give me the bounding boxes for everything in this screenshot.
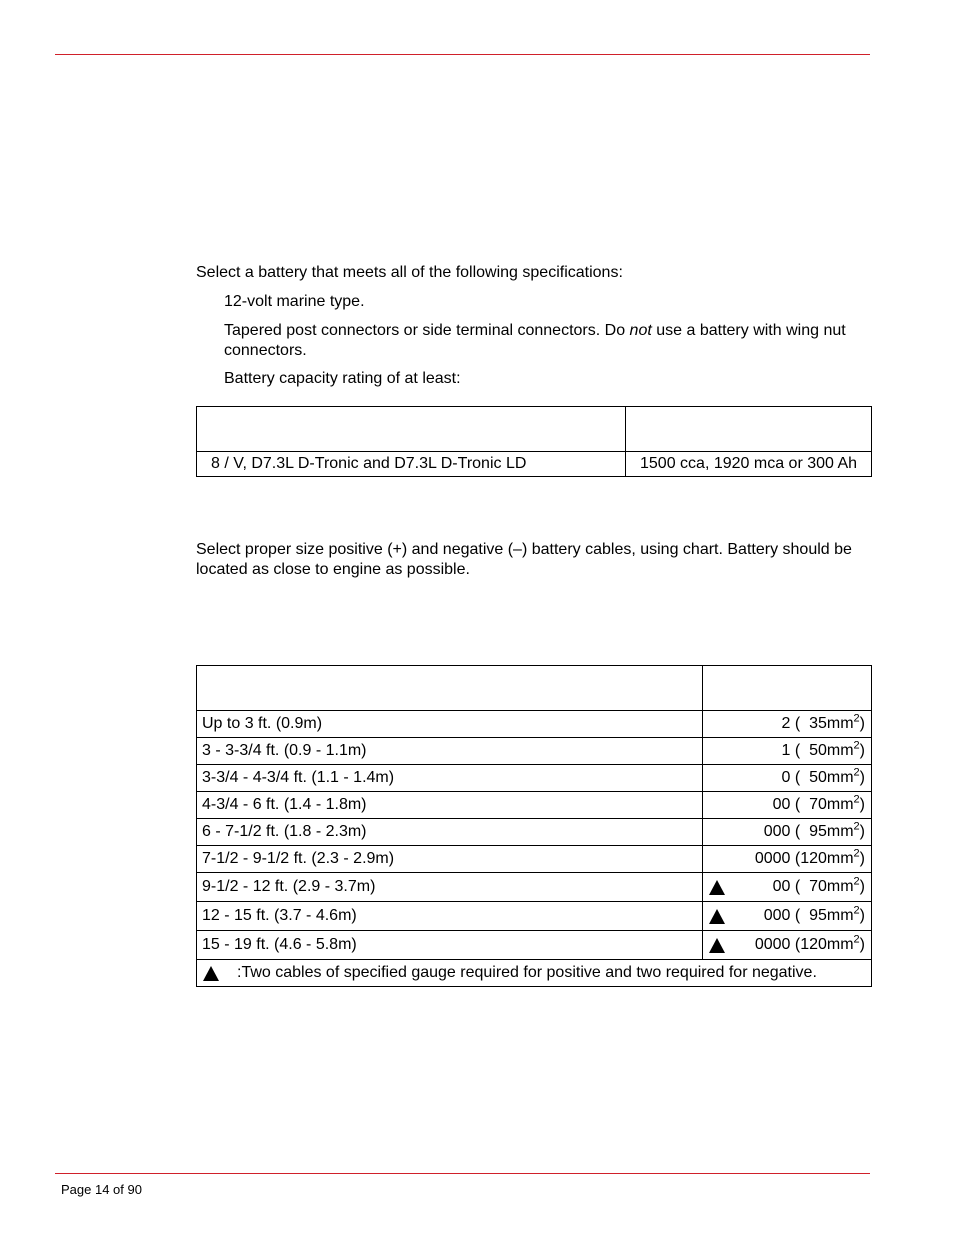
length-cell: 4-3/4 - 6 ft. (1.4 - 1.8m) [197,792,703,819]
triangle-icon [709,909,725,924]
note-text: :Two cables of specified gauge required for positive and two required for negative. [237,964,817,981]
battery-intro: Select a battery that meets all of the following specifications: [196,264,623,281]
squared-superscript: 2 [853,739,860,752]
squared-superscript: 2 [853,847,860,860]
length-cell: Up to 3 ft. (0.9m) [197,711,703,738]
length-cell: 15 - 19 ft. (4.6 - 5.8m) [197,931,703,960]
gauge-cell [703,738,872,765]
triangle-icon [203,966,219,981]
table-row [197,765,872,792]
gauge-close: ) [859,936,865,953]
spec-connectors-emphasis: not [629,322,652,339]
spec-connectors-text: Tapered post connectors or side terminal connectors. Do [224,322,630,339]
header-cell [626,407,872,452]
rating-cell: 1500 cca, 1920 mca or 300 Ah [626,452,872,477]
gauge-cell [703,873,872,902]
table-row [197,711,872,738]
note-cell [197,960,872,987]
spec-capacity: Battery capacity rating of at least: [224,370,461,387]
table-row [197,452,872,477]
cables-instructions: Select proper size positive (+) and negative (–) battery cables, using chart. Battery should be located as close to engine as possible. [196,541,852,578]
gauge-value: 00 ( 70mm [772,878,854,895]
gauge-cell [703,819,872,846]
gauge-close: ) [859,715,865,732]
spec-connectors-text-end: use a battery with wing nut connectors. [224,322,846,359]
gauge-value: 0000 (120mm [754,936,854,953]
squared-superscript: 2 [853,904,860,917]
length-cell: 12 - 15 ft. (3.7 - 4.6m) [197,902,703,931]
cable-size-table [196,665,872,987]
header-cell [703,666,872,711]
triangle-icon [709,880,725,895]
table-header-row [197,666,872,711]
page-number: Page 14 of 90 [61,1182,142,1197]
header-cell [197,666,703,711]
gauge-close: ) [859,878,865,895]
gauge-cell [703,792,872,819]
squared-superscript: 2 [853,933,860,946]
gauge-cell [703,931,872,960]
spec-marine-type: 12-volt marine type. [224,293,365,310]
length-cell: 3 - 3-3/4 ft. (0.9 - 1.1m) [197,738,703,765]
squared-superscript: 2 [853,712,860,725]
squared-superscript: 2 [853,793,860,806]
gauge-cell [703,902,872,931]
gauge-close: ) [859,823,865,840]
table-row [197,738,872,765]
length-cell: 3-3/4 - 4-3/4 ft. (1.1 - 1.4m) [197,765,703,792]
gauge-close: ) [859,769,865,786]
gauge-value: 000 ( 95mm [763,907,854,924]
squared-superscript: 2 [853,875,860,888]
length-cell: 9-1/2 - 12 ft. (2.9 - 3.7m) [197,873,703,902]
gauge-close: ) [859,907,865,924]
squared-superscript: 2 [853,820,860,833]
gauge-close: ) [859,796,865,813]
gauge-value: 00 ( 70mm [772,796,854,813]
gauge-value: 000 ( 95mm [763,823,854,840]
gauge-value: 2 ( 35mm [781,715,854,732]
gauge-close: ) [859,742,865,759]
gauge-close: ) [859,850,865,867]
header-rule [55,54,870,55]
table-row [197,902,872,931]
gauge-value: 0000 (120mm [754,850,854,867]
battery-capacity-table [196,406,872,477]
table-row [197,819,872,846]
gauge-value: 0 ( 50mm [781,769,854,786]
table-header-row [197,407,872,452]
model-cell: 8 / V, D7.3L D-Tronic and D7.3L D-Tronic LD [197,452,626,477]
triangle-icon [709,938,725,953]
gauge-cell [703,846,872,873]
spec-connectors [224,321,874,361]
length-cell: 6 - 7-1/2 ft. (1.8 - 2.3m) [197,819,703,846]
gauge-value: 1 ( 50mm [781,742,854,759]
gauge-cell [703,765,872,792]
table-row [197,873,872,902]
gauge-cell [703,711,872,738]
length-cell: 7-1/2 - 9-1/2 ft. (2.3 - 2.9m) [197,846,703,873]
table-row [197,792,872,819]
header-cell [197,407,626,452]
squared-superscript: 2 [853,766,860,779]
table-note-row [197,960,872,987]
table-row [197,931,872,960]
table-row [197,846,872,873]
footer-rule [55,1173,870,1174]
